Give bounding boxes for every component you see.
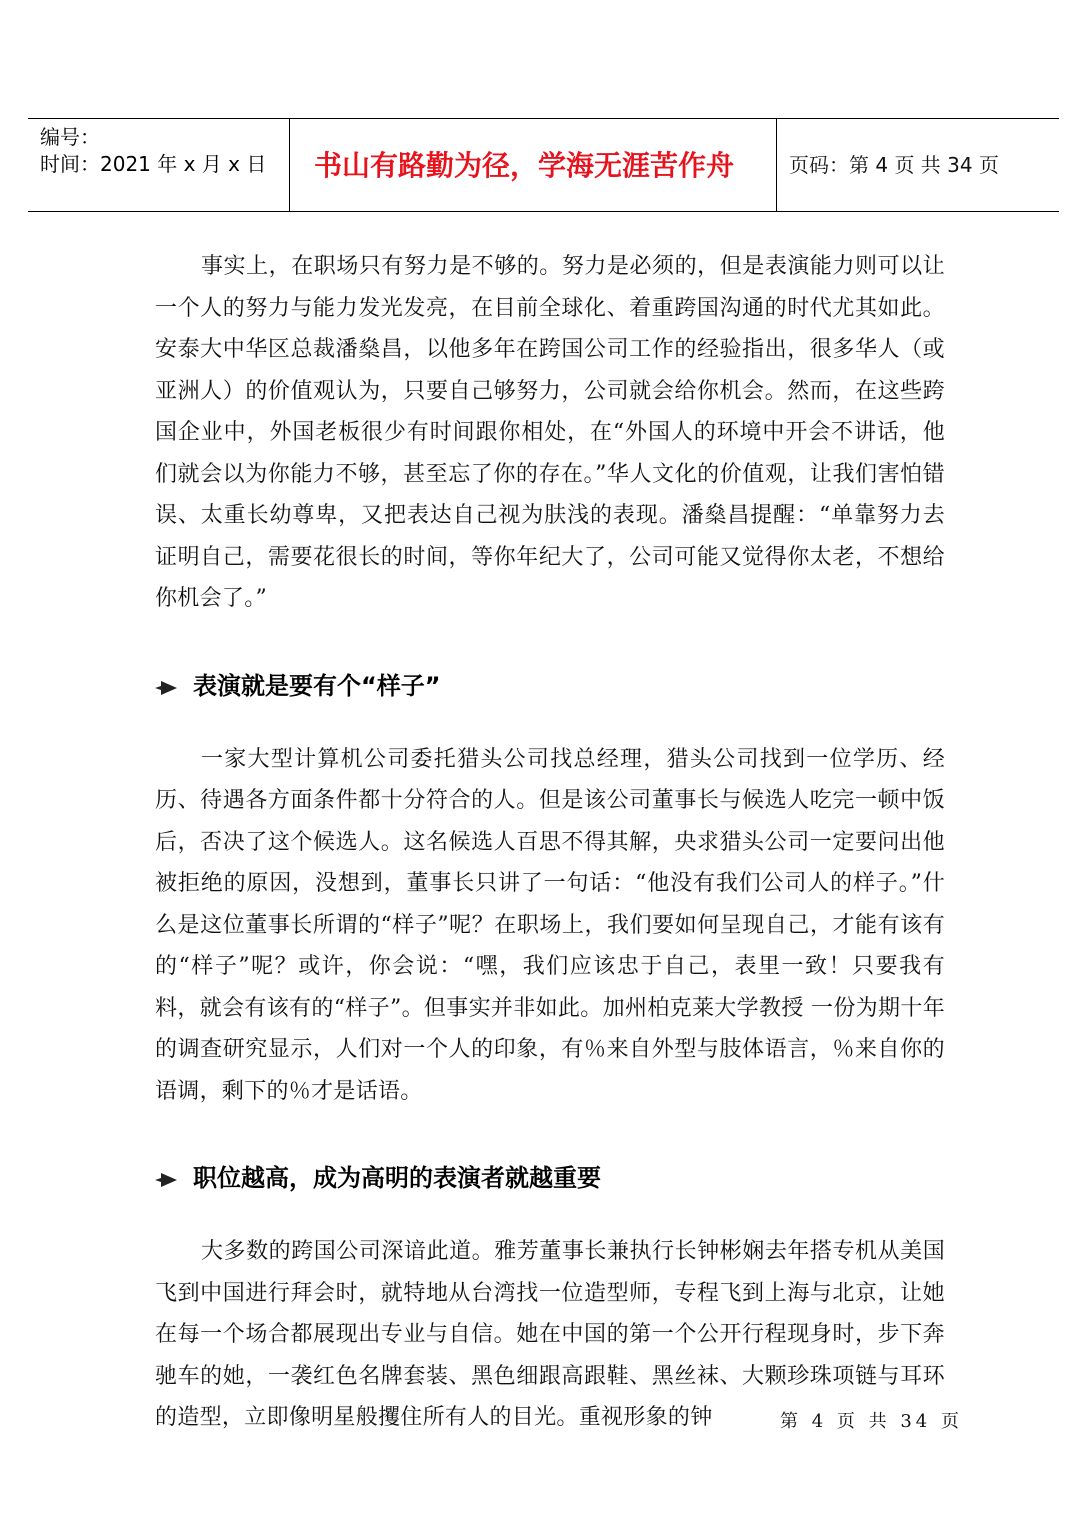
paragraph-1: 事实上，在职场只有努力是不够的。努力是必须的，但是表演能力则可以让一个人的努力与能力发光发亮，在目前全球化、着重跨国沟通的时代尤其如此。安泰大中华区总裁潘燊昌，以他多年在跨国公司工作的经验指出，很多华人（或亚洲人）的价值观认为，只要自己够努力，公司就会给你机会。然而，在这些跨国企业中，外国老板很少有时间跟你相处，在“外国人的环境中开会不讲话，他们就会以为你能力不够，甚至忘了你的存在。”华人文化的价值观，让我们害怕错误、太重长幼尊卑，又把表达自己视为肤浅的表现。潘燊昌提醒：“单靠努力去证明自己，需要花很长的时间，等你年纪大了，公司可能又觉得你太老，不想给你机会了。” bbox=[155, 254, 945, 611]
section-heading-2 bbox=[155, 1161, 945, 1195]
header-motto-cell bbox=[290, 119, 777, 211]
paragraph-3: 大多数的跨国公司深谙此道。雅芳董事长兼执行长钟彬娴去年搭专机从美国飞到中国进行拜会时，就特地从台湾找一位造型师，专程飞到上海与北京，让她在每一个场合都展现出专业与自信。她在中国的第一个公开行程现身时，步下奔驰车的她，一袭红色名牌套装、黑色细跟高跟鞋、黑丝袜、大颗珍珠项链与耳环的造型，立即像明星般攫住所有人的目光。重视形象的钟 bbox=[155, 1239, 945, 1430]
document-body bbox=[155, 246, 945, 1439]
document-number-label: 编号： bbox=[40, 125, 100, 149]
header-page-number: 页码：第 4 页 共 34 页 bbox=[789, 153, 999, 177]
arrow-bullet-icon bbox=[155, 678, 177, 696]
header-info-cell bbox=[28, 119, 290, 211]
header-page-cell bbox=[777, 119, 1059, 211]
arrow-bullet-icon bbox=[155, 1170, 177, 1188]
header-motto: 书山有路勤为径，学海无涯苦作舟 bbox=[314, 149, 735, 182]
section-heading-1-text: 表演就是要有个“样子” bbox=[193, 671, 441, 700]
paragraph-2: 一家大型计算机公司委托猎头公司找总经理，猎头公司找到一位学历、经历、待遇各方面条件都十分符合的人。但是该公司董事长与候选人吃完一顿中饭后，否决了这个候选人。这名候选人百思不得其解，央求猎头公司一定要问出他被拒绝的原因，没想到，董事长只讲了一句话：“他没有我们公司人的样子。”什么是这位董事长所谓的“样子”呢？在职场上，我们要如何呈现自己，才能有该有的“样子”呢？或许，你会说：“嘿，我们应该忠于自己，表里一致！只要我有料，就会有该有的“样子”。但事实并非如此。加州柏克莱大学教授 一份为期十年的调查研究显示，人们对一个人的印象，有％来自外型与肢体语言，％来自你的语调，剩下的％才是话语。 bbox=[155, 746, 945, 1104]
page-footer: 第 4 页 共 34 页 bbox=[780, 1411, 963, 1432]
section-heading-1 bbox=[155, 669, 945, 703]
document-time-label: 时间：2021 年 x 月 x 日 bbox=[40, 152, 267, 176]
page-header bbox=[28, 118, 1059, 212]
section-heading-2-text: 职位越高，成为高明的表演者就越重要 bbox=[193, 1164, 601, 1192]
